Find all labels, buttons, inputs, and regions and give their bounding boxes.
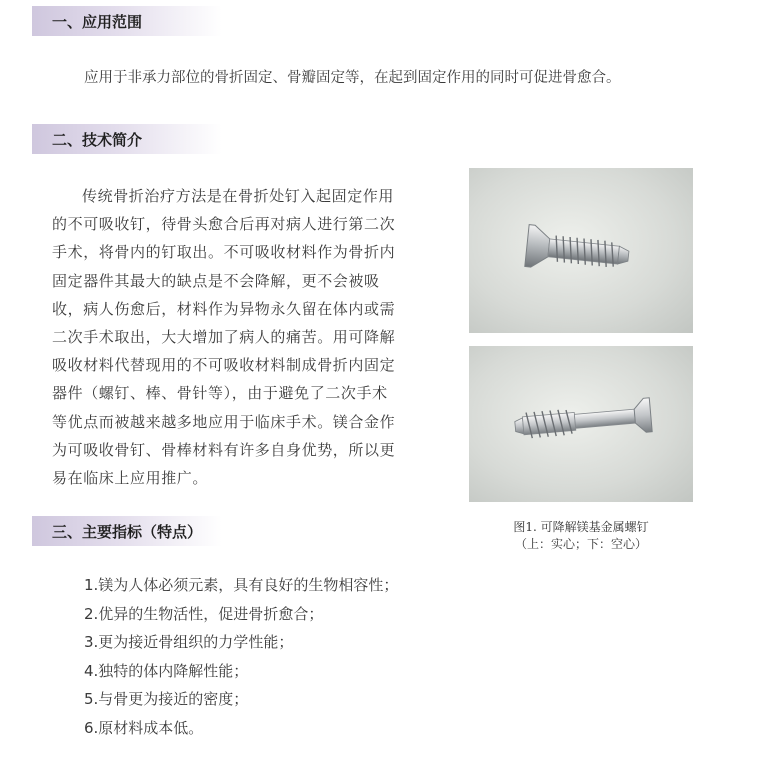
section-heading-text: 二、技术简介 — [52, 131, 143, 149]
paragraph-line: 的不可吸收钉，待骨头愈合后再对病人进行第二次 — [52, 215, 396, 234]
list-item: 3.更为接近骨组织的力学性能； — [84, 633, 294, 651]
paragraph-line: 等优点而被越来越多地应用于临床手术。镁合金作 — [52, 412, 396, 431]
list-item: 4.独特的体内降解性能； — [84, 661, 249, 680]
list-item: 5.与骨更为接近的密度； — [84, 690, 249, 708]
paragraph-line: 固定器件其最大的缺点是不会降解，更不会被吸 — [52, 271, 380, 290]
technology-paragraph — [52, 182, 442, 492]
solid-screw-photo — [469, 168, 693, 333]
paragraph-line: 传统骨折治疗方法是在骨折处钉入起固定作用 — [82, 187, 395, 205]
section-heading-application — [32, 6, 222, 36]
section-heading-technology — [32, 124, 222, 154]
paragraph-line: 手术，将骨内的钉取出。不可吸收材料作为骨折内 — [52, 243, 396, 262]
figure-caption-line2: （上：实心；下：空心） — [514, 537, 647, 551]
list-item: 2.优异的生物活性，促进骨折愈合； — [84, 604, 324, 623]
section-heading-features — [32, 516, 222, 546]
paragraph-line: 易在临床上应用推广。 — [52, 468, 209, 487]
section-heading-text: 三、主要指标（特点） — [52, 523, 203, 541]
hollow-screw-image — [469, 346, 693, 502]
list-item: 1.镁为人体必须元素，具有良好的生物相容性； — [84, 576, 399, 594]
paragraph-line: 吸收材料代替现用的不可吸收材料制成骨折内固定 — [52, 356, 396, 375]
paragraph-line: 二次手术取出，大大增加了病人的痛苦。用可降解 — [52, 327, 396, 346]
solid-screw-image — [469, 168, 693, 333]
application-paragraph: 应用于非承力部位的骨折固定、骨瓣固定等，在起到固定作用的同时可促进骨愈合。 — [84, 70, 621, 86]
figure-caption — [469, 519, 693, 553]
figure-caption-line1: 图1. 可降解镁基金属螺钉 — [513, 520, 649, 534]
paragraph-line: 为可吸收骨钉、骨棒材料有许多自身优势，所以更 — [52, 440, 396, 459]
hollow-screw-photo — [469, 346, 693, 502]
section-heading-text: 一、应用范围 — [52, 13, 143, 31]
list-item: 6.原材料成本低。 — [84, 718, 204, 737]
paragraph-line: 器件（螺钉、棒、骨针等），由于避免了二次手术 — [52, 384, 388, 403]
paragraph-line: 收，病人伤愈后，材料作为异物永久留在体内或需 — [52, 299, 396, 318]
features-list — [84, 571, 398, 742]
